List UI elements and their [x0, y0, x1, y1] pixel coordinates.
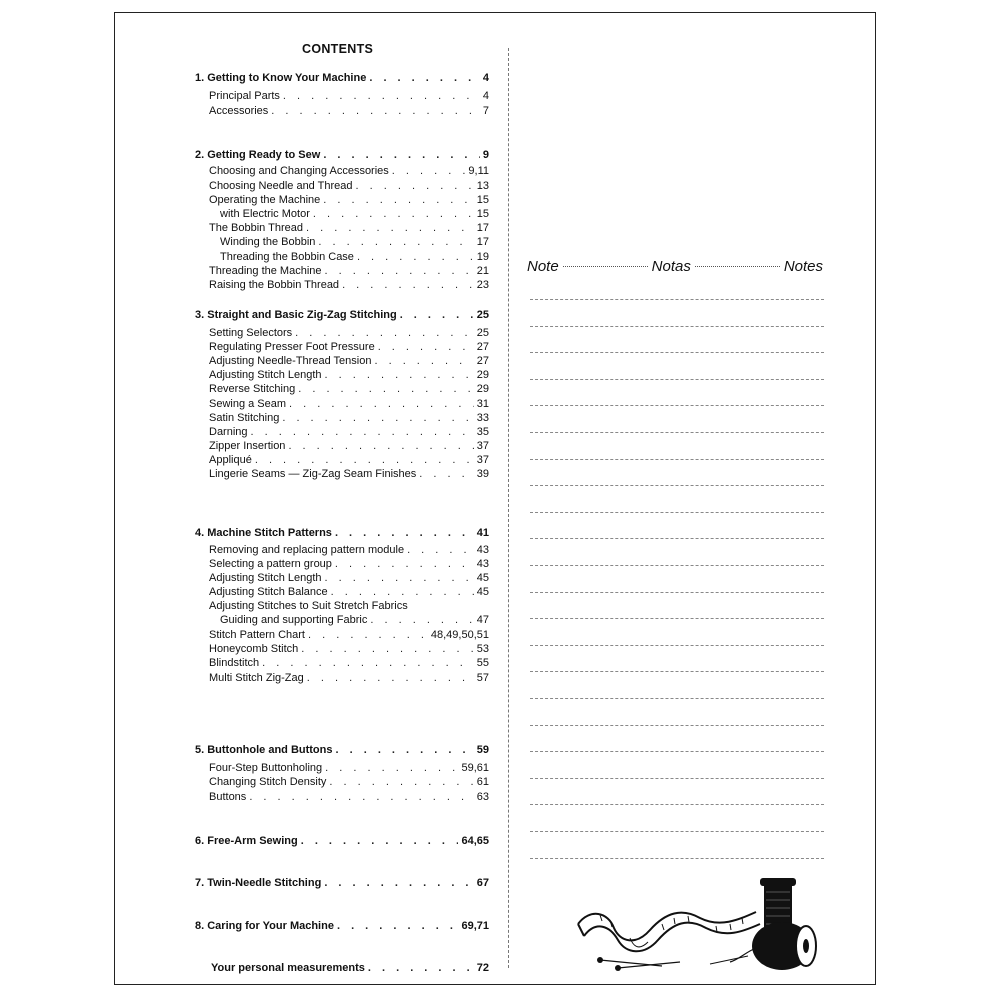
- notes-heading-notas: Notas: [651, 258, 691, 275]
- toc-item-label: Four-Step Buttonholing: [209, 762, 323, 774]
- spool-thread-tape-measure-pins-icon: [570, 868, 830, 976]
- toc-section: [195, 526, 489, 540]
- toc-item-page: 27: [476, 355, 489, 367]
- toc-item-label: Regulating Presser Foot Pressure: [209, 341, 375, 353]
- dot-leader: [262, 656, 474, 670]
- dot-leader: [369, 71, 480, 85]
- toc-item: [209, 89, 489, 103]
- notes-header: [527, 258, 823, 278]
- toc-section-label: 2. Getting Ready to Sew: [195, 149, 321, 161]
- dot-leader: [329, 775, 473, 789]
- toc-item-label: Raising the Bobbin Thread: [209, 279, 340, 291]
- toc-section-page: 67: [476, 877, 489, 889]
- toc-item-label: Sewing a Seam: [209, 398, 287, 410]
- toc-item-label: Blindstitch: [209, 657, 260, 669]
- toc-section: [195, 308, 489, 322]
- toc-item-page: 21: [476, 265, 489, 277]
- dot-leader: [288, 439, 473, 453]
- toc-item-page: 15: [476, 208, 489, 220]
- toc-section: [211, 961, 489, 975]
- toc-item-label: Honeycomb Stitch: [209, 643, 299, 655]
- note-line: [530, 645, 824, 646]
- dotted-leader: [695, 266, 780, 267]
- toc-item: [209, 453, 489, 467]
- contents-title: CONTENTS: [302, 42, 374, 56]
- toc-section-label: 1. Getting to Know Your Machine: [195, 72, 367, 84]
- toc-item-label: Zipper Insertion: [209, 440, 286, 452]
- note-line: [530, 751, 824, 752]
- dot-leader: [295, 326, 474, 340]
- toc-item-page: 63: [476, 791, 489, 803]
- toc-section-label: 4. Machine Stitch Patterns: [195, 527, 332, 539]
- toc-item-page: 4: [482, 90, 489, 102]
- toc-section-label: 8. Caring for Your Machine: [195, 920, 334, 932]
- dot-leader: [301, 642, 473, 656]
- toc-section-label: 7. Twin-Needle Stitching: [195, 877, 322, 889]
- dot-leader: [335, 743, 473, 757]
- toc-section-page: 9: [482, 149, 489, 161]
- dot-leader: [251, 425, 474, 439]
- toc-item-label: Reverse Stitching: [209, 383, 296, 395]
- toc-item-label: Choosing Needle and Thread: [209, 180, 353, 192]
- toc-item-page: 17: [476, 236, 489, 248]
- toc-item-page: 45: [476, 572, 489, 584]
- toc-section: [195, 919, 489, 933]
- toc-item-page: 25: [476, 327, 489, 339]
- toc-section-page: 64,65: [461, 835, 489, 847]
- dot-leader: [374, 354, 473, 368]
- toc-item-page: 17: [476, 222, 489, 234]
- dot-leader: [298, 382, 474, 396]
- toc-section-page: 69,71: [461, 920, 489, 932]
- toc-item-label: Stitch Pattern Chart: [209, 629, 305, 641]
- dot-leader: [400, 308, 474, 322]
- dot-leader: [283, 89, 480, 103]
- dot-leader: [289, 397, 474, 411]
- toc-item-label: Threading the Machine: [209, 265, 322, 277]
- toc-section: [195, 834, 489, 848]
- toc-item-label: Multi Stitch Zig-Zag: [209, 672, 304, 684]
- toc-item-page: 35: [476, 426, 489, 438]
- note-line: [530, 804, 824, 805]
- dot-leader: [335, 526, 474, 540]
- toc-item-page: 29: [476, 383, 489, 395]
- dot-leader: [308, 628, 428, 642]
- toc-item-label: Darning: [209, 426, 248, 438]
- toc-item: [209, 543, 489, 557]
- toc-item: [209, 671, 489, 685]
- toc-item-page: 33: [476, 412, 489, 424]
- toc-item-label: Threading the Bobbin Case: [220, 251, 354, 263]
- note-line: [530, 432, 824, 433]
- toc-section-page: 72: [476, 962, 489, 974]
- toc-item-page: 15: [476, 194, 489, 206]
- dot-leader: [378, 340, 474, 354]
- toc-item: [209, 642, 489, 656]
- toc-section: [195, 743, 489, 757]
- toc-section-page: 59: [476, 744, 489, 756]
- toc-item: [209, 397, 489, 411]
- toc-item-page: 13: [476, 180, 489, 192]
- toc-item: [209, 790, 489, 804]
- dot-leader: [357, 250, 474, 264]
- toc-item: [209, 193, 489, 207]
- dot-leader: [392, 164, 466, 178]
- toc-item: [220, 613, 489, 627]
- note-line: [530, 405, 824, 406]
- note-line: [530, 618, 824, 619]
- note-line: [530, 671, 824, 672]
- dot-leader: [335, 557, 474, 571]
- toc-item-label: Choosing and Changing Accessories: [209, 165, 389, 177]
- toc-item-label: with Electric Motor: [220, 208, 310, 220]
- toc-section-page: 4: [482, 72, 489, 84]
- toc-item: [209, 571, 489, 585]
- toc-item-label: Changing Stitch Density: [209, 776, 327, 788]
- toc-item-page: 31: [476, 398, 489, 410]
- toc-item: [209, 164, 489, 178]
- toc-item: [209, 425, 489, 439]
- dot-leader: [325, 368, 474, 382]
- notes-heading-notes: Notes: [783, 258, 823, 275]
- dot-leader: [368, 961, 474, 975]
- dot-leader: [282, 411, 473, 425]
- toc-item: [209, 599, 489, 613]
- note-line: [530, 698, 824, 699]
- toc-item: [220, 207, 489, 221]
- dot-leader: [301, 834, 459, 848]
- toc-item: [209, 585, 489, 599]
- dot-leader: [323, 148, 480, 162]
- toc-item-label: Adjusting Stitch Length: [209, 369, 322, 381]
- toc-item: [209, 354, 489, 368]
- toc-section: [195, 148, 489, 162]
- toc-section-page: 25: [476, 309, 489, 321]
- dot-leader: [370, 613, 473, 627]
- note-line: [530, 299, 824, 300]
- toc-item: [209, 761, 489, 775]
- dot-leader: [356, 179, 474, 193]
- toc-item: [209, 656, 489, 670]
- toc-item-label: Operating the Machine: [209, 194, 321, 206]
- dot-leader: [325, 571, 474, 585]
- toc-item-page: 57: [476, 672, 489, 684]
- toc-section-label: 3. Straight and Basic Zig-Zag Stitching: [195, 309, 397, 321]
- toc-section-label: 6. Free-Arm Sewing: [195, 835, 298, 847]
- dot-leader: [323, 193, 473, 207]
- dot-leader: [313, 207, 474, 221]
- toc-item: [209, 278, 489, 292]
- toc-item-page: 37: [476, 440, 489, 452]
- note-line: [530, 858, 824, 859]
- toc-item: [209, 439, 489, 453]
- note-line: [530, 725, 824, 726]
- note-line: [530, 352, 824, 353]
- note-line: [530, 778, 824, 779]
- toc-item: [209, 628, 489, 642]
- toc-item: [209, 340, 489, 354]
- toc-item-page: 39: [476, 468, 489, 480]
- toc-section: [195, 876, 489, 890]
- toc-item-label: Accessories: [209, 105, 269, 117]
- note-line: [530, 512, 824, 513]
- toc-item-page: 48,49,50,51: [430, 629, 489, 641]
- toc-item-label: Setting Selectors: [209, 327, 293, 339]
- toc-item: [220, 235, 489, 249]
- toc-item: [209, 104, 489, 118]
- toc-item: [209, 221, 489, 235]
- toc-item-label: Removing and replacing pattern module: [209, 544, 405, 556]
- toc-item: [209, 368, 489, 382]
- note-line: [530, 592, 824, 593]
- note-line: [530, 565, 824, 566]
- toc-item-page: 59,61: [461, 762, 489, 774]
- toc-section-label: 5. Buttonhole and Buttons: [195, 744, 333, 756]
- toc-item-page: 53: [476, 643, 489, 655]
- dotted-leader: [563, 266, 648, 267]
- toc-item-page: 45: [476, 586, 489, 598]
- toc-section-label: Your personal measurements: [211, 962, 365, 974]
- dot-leader: [407, 543, 474, 557]
- toc-item-page: 29: [476, 369, 489, 381]
- toc-item-label: Winding the Bobbin: [220, 236, 316, 248]
- dot-leader: [307, 671, 474, 685]
- dot-leader: [271, 104, 480, 118]
- dot-leader: [337, 919, 459, 933]
- toc-item-page: 43: [476, 558, 489, 570]
- dot-leader: [325, 264, 474, 278]
- toc-item: [209, 467, 489, 481]
- dot-leader: [324, 876, 473, 890]
- toc-item-label: Adjusting Stitch Length: [209, 572, 322, 584]
- column-divider: [508, 48, 509, 968]
- toc-item-page: 19: [476, 251, 489, 263]
- note-line: [530, 538, 824, 539]
- toc-item-label: Principal Parts: [209, 90, 280, 102]
- dot-leader: [255, 453, 474, 467]
- toc-item-page: 27: [476, 341, 489, 353]
- toc-item-page: 61: [476, 776, 489, 788]
- note-line: [530, 379, 824, 380]
- toc-item-label: Satin Stitching: [209, 412, 280, 424]
- toc-item-label: Buttons: [209, 791, 247, 803]
- toc-item: [220, 250, 489, 264]
- toc-item-label: Selecting a pattern group: [209, 558, 332, 570]
- toc-item: [209, 411, 489, 425]
- note-line: [530, 459, 824, 460]
- dot-leader: [318, 235, 473, 249]
- dot-leader: [419, 467, 474, 481]
- dot-leader: [249, 790, 473, 804]
- toc-item-label: Lingerie Seams — Zig-Zag Seam Finishes: [209, 468, 417, 480]
- note-line: [530, 326, 824, 327]
- toc-item-page: 23: [476, 279, 489, 291]
- dot-leader: [331, 585, 474, 599]
- toc-item-label: Adjusting Stitches to Suit Stretch Fabrics: [209, 600, 408, 612]
- dot-leader: [306, 221, 474, 235]
- toc-item-label: Adjusting Needle-Thread Tension: [209, 355, 372, 367]
- dot-leader: [342, 278, 474, 292]
- toc-item: [209, 326, 489, 340]
- toc-item: [209, 557, 489, 571]
- note-line: [530, 831, 824, 832]
- toc-item-page: 55: [476, 657, 489, 669]
- toc-item-label: Guiding and supporting Fabric: [220, 614, 368, 626]
- dot-leader: [325, 761, 458, 775]
- toc-item: [209, 179, 489, 193]
- toc-item-label: Appliqué: [209, 454, 252, 466]
- toc-item-page: 9,11: [468, 165, 489, 177]
- toc-item-page: 43: [476, 544, 489, 556]
- toc-item-page: 37: [476, 454, 489, 466]
- toc-item-page: 7: [482, 105, 489, 117]
- note-line: [530, 485, 824, 486]
- toc-section: [195, 71, 489, 85]
- toc-section-page: 41: [476, 527, 489, 539]
- toc-item: [209, 264, 489, 278]
- toc-item-label: Adjusting Stitch Balance: [209, 586, 328, 598]
- toc-item: [209, 775, 489, 789]
- notes-heading-note: Note: [527, 258, 559, 275]
- toc-item-page: 47: [476, 614, 489, 626]
- toc-item: [209, 382, 489, 396]
- toc-item-label: The Bobbin Thread: [209, 222, 303, 234]
